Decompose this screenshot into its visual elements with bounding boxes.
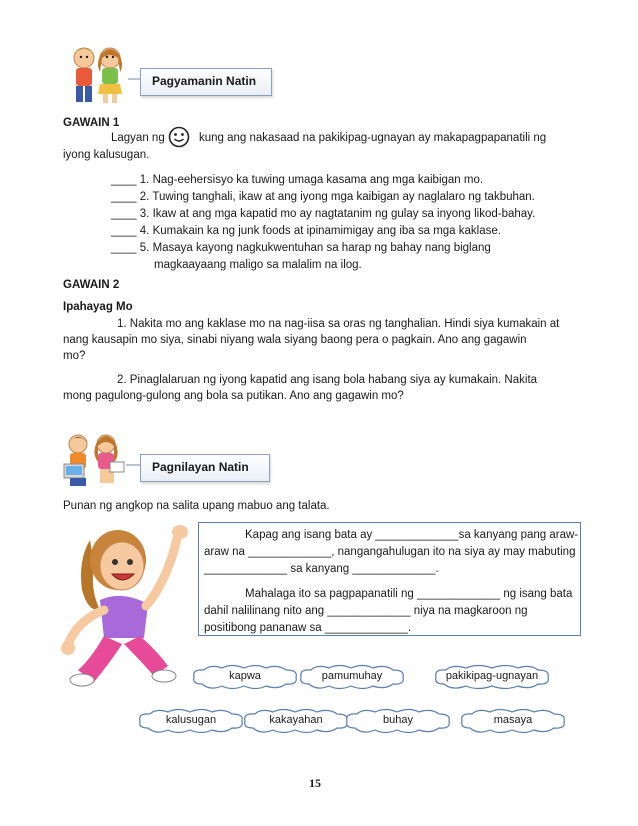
kids-studying-illustration (60, 432, 128, 488)
gawain1-item-1: ____ 1. Nag-eehersisyo ka tuwing umaga kasama ang mga kaibigan mo. (111, 174, 484, 186)
gawain2-subheading: Ipahayag Mo (63, 301, 133, 313)
gawain2-heading: GAWAIN 2 (63, 279, 120, 291)
word-cloud-pakikipag-ugnayan (432, 664, 552, 690)
gawain2-q2-line1: 2. Pinaglalaruan ng iyong kapatid ang isang bola habang siya ay kumakain. Nakita (117, 374, 538, 386)
gawain1-instruction-c: iyong kalusugan. (63, 149, 150, 161)
paragraph-line-6: positibong pananaw sa _____________. (204, 622, 412, 634)
section-title-pagnilayan: Pagnilayan Natin (152, 460, 249, 474)
pagnilayan-instruction: Punan ng angkop na salita upang mabuo ang talata. (63, 500, 330, 512)
gawain1-item-5: ____ 5. Masaya kayong nagkukwentuhan sa harap ng bahay nang biglang (111, 242, 491, 254)
gawain2-q1-line3: mo? (63, 350, 86, 362)
gawain2-q2-line2: mong pagulong-gulong ang bola sa putikan. Ano ang gagawin mo? (63, 390, 404, 402)
paragraph-line-3: _____________ sa kanyang _____________. (204, 563, 439, 575)
word-cloud-kapwa (190, 664, 300, 690)
word-masaya: masaya (493, 714, 533, 726)
word-cloud-buhay (343, 708, 453, 734)
word-cloud-masaya (458, 708, 568, 734)
word-buhay: buhay (383, 714, 413, 726)
section-divider (128, 78, 140, 80)
word-cloud-kalusugan (136, 708, 246, 734)
smiley-face-icon (168, 126, 190, 148)
section-title-pagyamanin: Pagyamanin Natin (152, 74, 257, 88)
word-pakikipag-ugnayan: pakikipag-ugnayan (445, 670, 539, 682)
word-kapwa: kapwa (229, 670, 261, 682)
gawain1-item-5-cont: magkaayaang maligo sa malalim na ilog. (154, 259, 362, 271)
word-kakayahan: kakayahan (269, 714, 323, 726)
gawain1-item-3: ____ 3. Ikaw at ang mga kapatid mo ay nagtatanim ng gulay sa inyong likod-bahay. (111, 208, 536, 220)
gawain1-item-4: ____ 4. Kumakain ka ng junk foods at ipinamimigay ang iba sa mga kaklase. (111, 225, 501, 237)
page-number: 15 (309, 776, 321, 790)
gawain2-q1-line2: nang kausapin mo siya, sinabi niyang wala siyang baong pera o pagkain. Ano ang gagawin (63, 334, 527, 346)
gawain2-q1-line1: 1. Nakita mo ang kaklase mo na nag-iisa sa oras ng tanghalian. Hindi siya kumakain at (117, 318, 560, 330)
gawain1-instruction-a: Lagyan ng (111, 132, 165, 144)
gawain1-instruction-b: kung ang nakasaad na pakikipag-ugnayan ay makapagpapanatili ng (199, 132, 547, 144)
kids-illustration-top (64, 44, 130, 106)
word-kalusugan: kalusugan (165, 714, 217, 726)
paragraph-line-5: dahil nalilinang nito ang _____________ niya na magkaroon ng (204, 605, 528, 617)
jumping-child-illustration (60, 520, 196, 692)
paragraph-line-1: Kapag ang isang bata ay _____________sa kanyang pang araw- (245, 529, 579, 541)
paragraph-line-4: Mahalaga ito sa pagpapanatili ng _____________ ng isang bata (245, 588, 573, 600)
gawain1-item-2: ____ 2. Tuwing tanghali, ikaw at ang iyong mga kaibigan ay naglalaro ng takbuhan. (111, 191, 535, 203)
section-divider (126, 464, 140, 466)
word-cloud-kakayahan (241, 708, 351, 734)
word-cloud-pamumuhay (297, 664, 407, 690)
gawain1-heading: GAWAIN 1 (63, 117, 120, 129)
paragraph-line-2: araw na _____________, nangangahulugan ito na siya ay may mabuting (204, 546, 576, 558)
word-pamumuhay: pamumuhay (321, 670, 383, 682)
